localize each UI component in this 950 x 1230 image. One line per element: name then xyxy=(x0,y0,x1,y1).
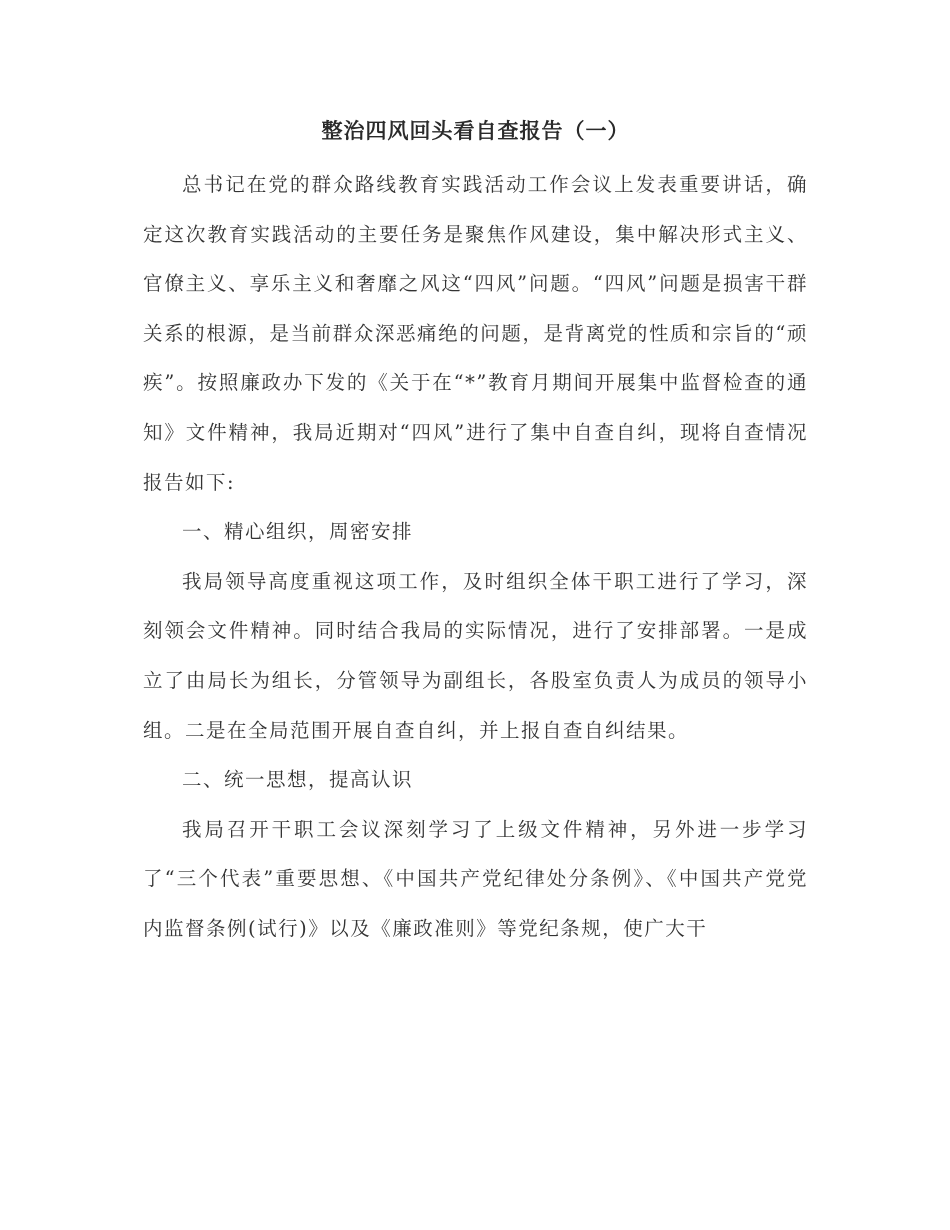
document-title: 整治四风回头看自查报告（一） xyxy=(321,118,630,143)
section-heading-2: 二、统一思想，提高认识 xyxy=(182,768,414,792)
section-body-2: 我局召开干职工会议深刻学习了上级文件精神，另外进一步学习了“三个代表”重要思想、《中国共产党纪律处分条例》、《中国共产党党内监督条例(试行)》以及《廉政准则》等党纪条规，使广大干 xyxy=(143,817,808,940)
section-body-1: 我局领导高度重视这项工作，及时组织全体干职工进行了学习，深刻领会文件精神。同时结合我局的实际情况，进行了安排部署。一是成立了由局长为组长，分管领导为副组长，各股室负责人为成员的领导小组。二是在全局范围开展自查自纠，并上报自查自纠结果。 xyxy=(143,569,808,742)
document-body xyxy=(143,110,808,954)
section-heading-1: 一、精心组织，周密安排 xyxy=(182,520,414,544)
intro-paragraph: 总书记在党的群众路线教育实践活动工作会议上发表重要讲话，确定这次教育实践活动的主要任务是聚焦作风建设，集中解决形式主义、官僚主义、享乐主义和奢靡之风这“四风”问题。“四风”问题是损害干群关系的根源，是当前群众深恶痛绝的问题，是背离党的性质和宗旨的“顽疾”。按照廉政办下发的《关于在“*”教育月期间开展集中监督检查的通知》文件精神，我局近期对“四风”进行了集中自查自纠，现将自查情况报告如下: xyxy=(143,173,808,494)
